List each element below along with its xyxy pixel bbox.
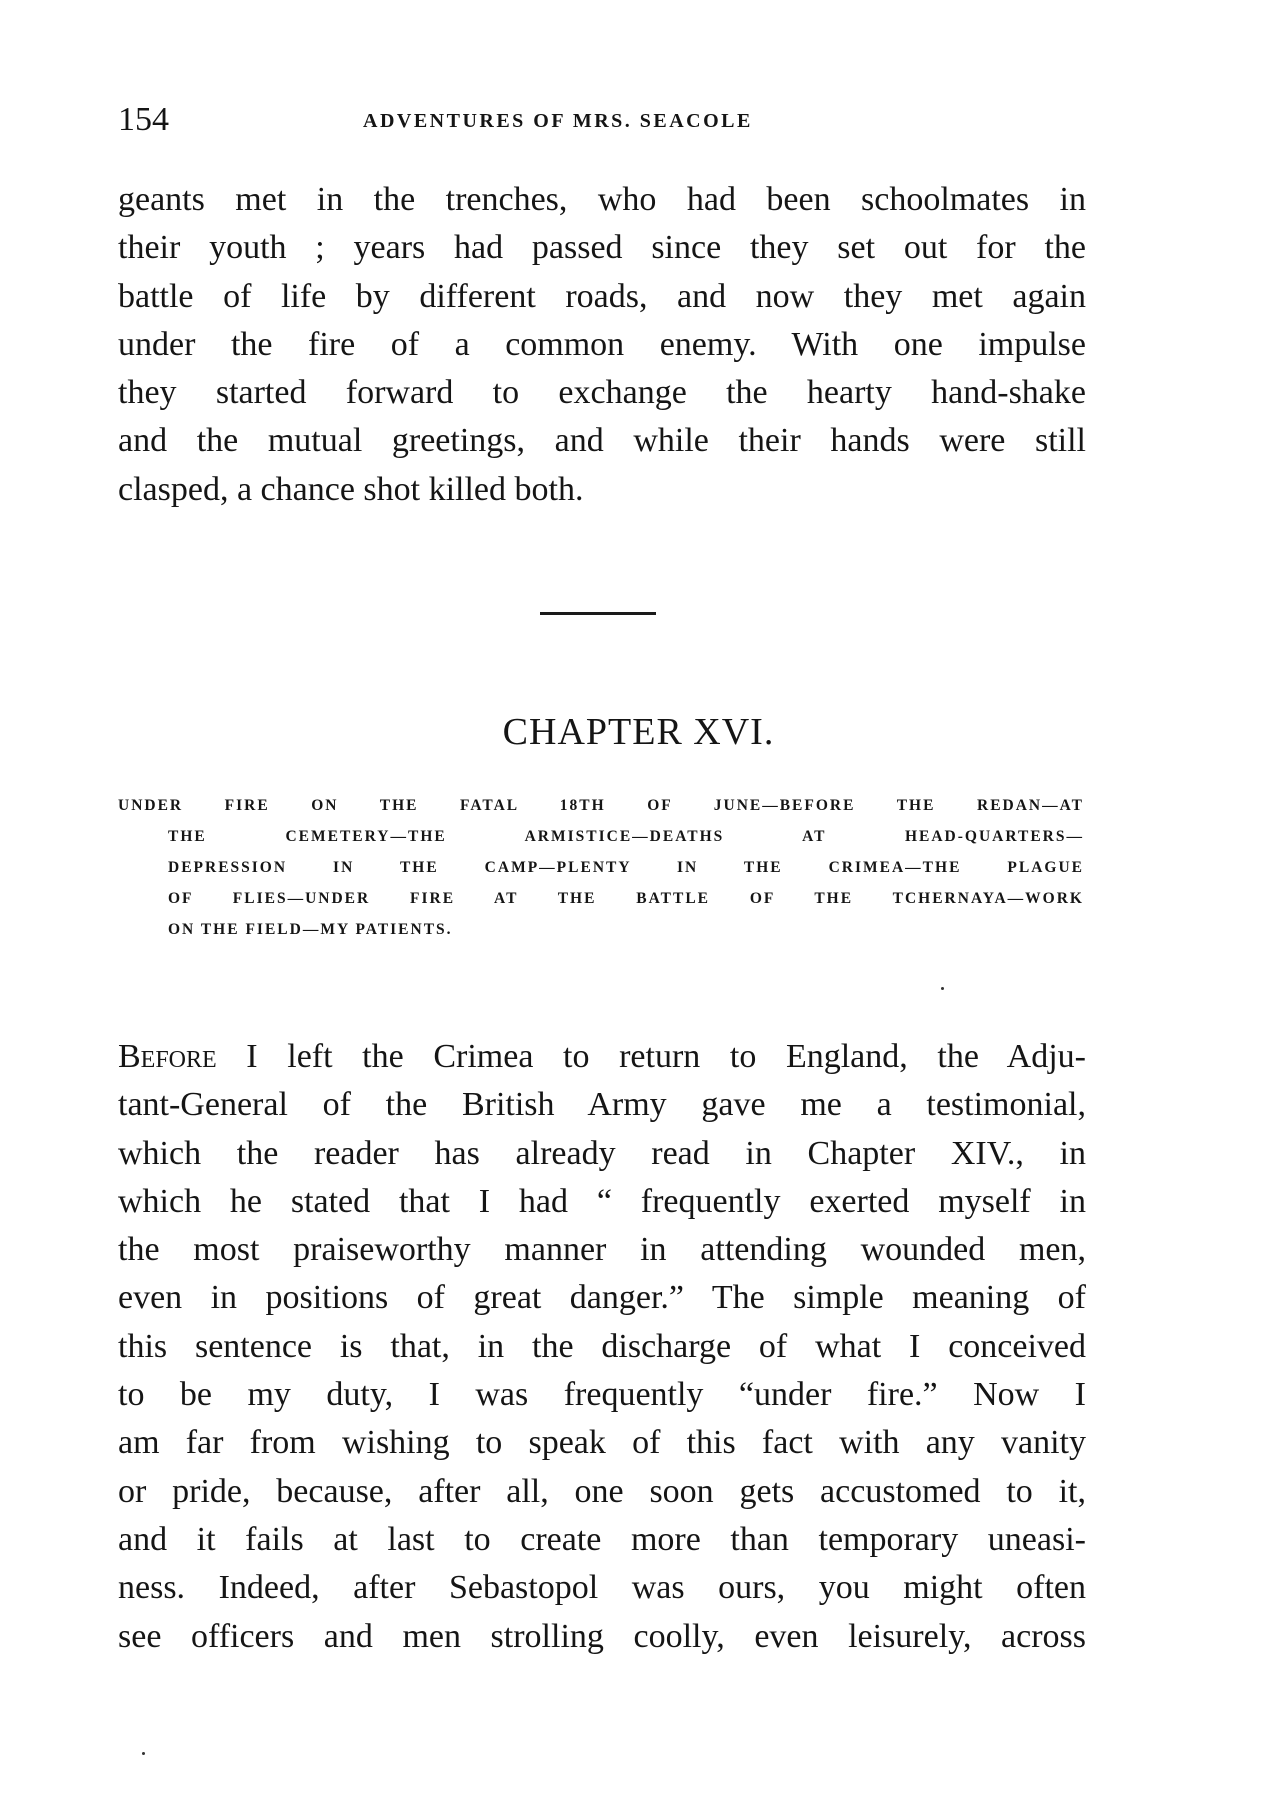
- text-line: [118, 1033, 1086, 1081]
- running-head: [118, 100, 1078, 140]
- text-line: the most praiseworthy manner in attending wounded men,: [118, 1231, 1086, 1269]
- synopsis-line: DEPRESSION IN THE CAMP—PLENTY IN THE CRIMEA—THE PLAGUE: [168, 859, 1084, 876]
- text-line: ness. Indeed, after Sebastopol was ours, you might often: [118, 1569, 1086, 1607]
- text-line: battle of life by different roads, and now they met again: [118, 277, 1086, 315]
- drop-word: Before: [118, 1038, 217, 1075]
- text-line: they started forward to exchange the hearty hand-shake: [118, 374, 1086, 412]
- text-line: clasped, a chance shot killed both.: [118, 470, 584, 508]
- chapter-title: CHAPTER XVI.: [502, 711, 775, 753]
- text-line: which he stated that I had “ frequently exerted myself in: [118, 1182, 1086, 1220]
- text-line: am far from wishing to speak of this fact with any vanity: [118, 1424, 1086, 1462]
- print-speck: [142, 1752, 145, 1755]
- text-line: see officers and men strolling coolly, even leisurely, across: [118, 1617, 1086, 1655]
- page-number: 154: [118, 101, 169, 138]
- text-line: their youth ; years had passed since they set out for the: [118, 229, 1086, 267]
- text-line: geants met in the trenches, who had been schoolmates in: [118, 181, 1086, 218]
- text-line: tant-General of the British Army gave me a testimonial,: [118, 1086, 1086, 1124]
- paragraph-continuation: [118, 176, 1086, 514]
- chapter-synopsis: [118, 790, 1084, 945]
- text-line: and the mutual greetings, and while their hands were still: [118, 422, 1086, 460]
- synopsis-line: ON THE FIELD—MY PATIENTS.: [168, 921, 453, 938]
- synopsis-line: THE CEMETERY—THE ARMISTICE—DEATHS AT HEAD-QUARTERS—: [168, 828, 1084, 845]
- text-line: under the fire of a common enemy. With one impulse: [118, 325, 1086, 363]
- text-line: which the reader has already read in Chapter XIV., in: [118, 1134, 1086, 1172]
- synopsis-line: OF FLIES—UNDER FIRE AT THE BATTLE OF THE TCHERNAYA—WORK: [168, 890, 1084, 907]
- chapter-opening-paragraph: [118, 1033, 1086, 1661]
- text-line: this sentence is that, in the discharge of what I conceived: [118, 1327, 1086, 1365]
- text-line: to be my duty, I was frequently “under fire.” Now I: [118, 1376, 1086, 1414]
- text-line: or pride, because, after all, one soon gets accustomed to it,: [118, 1472, 1086, 1510]
- section-divider: [540, 612, 656, 615]
- running-title: ADVENTURES OF MRS. SEACOLE: [363, 110, 753, 132]
- synopsis-line: UNDER FIRE ON THE FATAL 18TH OF JUNE—BEFORE THE REDAN—AT: [118, 797, 1084, 814]
- text-line: even in positions of great danger.” The simple meaning of: [118, 1279, 1086, 1317]
- text-line-rest: I left the Crimea to return to England, the Adju-: [216, 1038, 1086, 1075]
- print-speck: [941, 987, 944, 990]
- text-line: and it fails at last to create more than temporary uneasi-: [118, 1520, 1086, 1558]
